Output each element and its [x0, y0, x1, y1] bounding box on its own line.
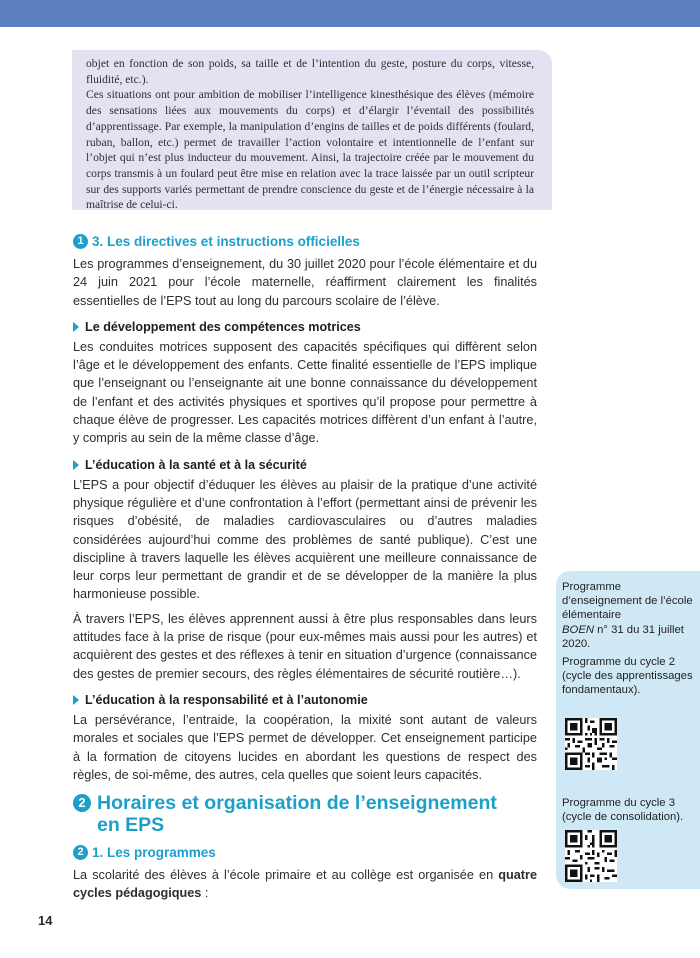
- sidebar-text-a: Programme d’enseignement de l’école élémentaire: [562, 581, 693, 622]
- quote-line-1: objet en fonction de son poids, sa taille et de l’intention du geste, posture du corps, vitesse, fluidité, etc.).: [86, 57, 534, 86]
- paragraph-motrices: Les conduites motrices supposent des capacités spécifiques qui diffèrent selon l’âge et le développement des enfants. Cette finalité essentielle de l’EPS implique que l’enseignant ou l’enseignante ait une bonne connaissance du développement de l’enfant et des activités physiques et sportives qu’il propose pour permettre à chaque élève de progresser. Les capacités motrices diffèrent d’un enfant à l’autre, y compris au sein de la même classe d’âge.: [73, 339, 537, 446]
- subheading-text: L’éducation à la santé et à la sécurité: [85, 457, 307, 472]
- subheading-text: L’éducation à la responsabilité et à l’autonomie: [85, 692, 368, 707]
- qr-code-icon[interactable]: [565, 718, 617, 770]
- sidebar-text-d: Programme du cycle 3 (cycle de consolidation).: [562, 797, 684, 824]
- subheading-responsabilite: [73, 693, 537, 707]
- paragraph-sante-2: À travers l’EPS, les élèves apprennent aussi à être plus responsables dans leurs attitudes face à la prise de risque (pour eux-mêmes mais aussi pour les autres) et acquièrent des gestes et des réflexes à tenir en situation d’urgence (connaissance des gestes de premier secours, des règles élémentaires de sécurité routière…).: [73, 611, 537, 681]
- page-number: 14: [38, 913, 53, 928]
- top-color-band: [0, 0, 700, 27]
- text-run: n° 31 du 31 juillet 2020.: [562, 623, 684, 650]
- section-heading-horaires: [73, 792, 543, 836]
- number-badge-icon: 2: [73, 845, 88, 860]
- quote-text: [86, 56, 534, 213]
- sidebar-block-2: [562, 796, 696, 824]
- italic-text: BOEN: [562, 623, 595, 636]
- section-title: 3. Les directives et instructions officielles: [92, 234, 360, 249]
- number-badge-icon: 2: [73, 794, 91, 812]
- quote-line-2: Ces situations ont pour ambition de mobiliser l’intelligence kinesthésique des élèves (mémoire des sensations liées aux mouvements du corps) et d’élargir l’éventail des possibilités d’apprentissage. Par exemple, la manipulation d’engins de tailles et de poids différents (foulard, ruban, ballon, etc.) permet de travailler l’action volontaire et intentionnelle de l’enfant sur l’objet qui n’est plus inducteur du mouvement. Ainsi, la trajectoire créée par le mouvement du corps transmis à un foulard peut être mise en relation avec la trace laissée par un outil scripteur sur des supports variés permettant de prendre conscience du geste et de l’énergie nécessaire à la maîtrise de celui-ci.: [86, 88, 534, 212]
- section-heading-programmes: [73, 845, 537, 860]
- text-run: La scolarité des élèves à l’école primaire et au collège est organisée en: [73, 868, 499, 882]
- intro-paragraph: Les programmes d’enseignement, du 30 juillet 2020 pour l’école élémentaire et du 24 juin 2021 pour l’école maternelle, réaffirment clairement les finalités essentielles de l’EPS tout au long du parcours scolaire de l’élève.: [73, 257, 537, 308]
- heading-line-1: Horaires et organisation de l’enseignement: [97, 792, 497, 814]
- paragraph-responsabilite: La persévérance, l’entraide, la coopération, la mixité sont autant de valeurs morales et sociales que l’EPS permet de développer. Cet enseignement participe à la formation de citoyens lucides en abordant les questions de respect des règles, de soi-même, des autres, cela quelles que soient leurs capacités.: [73, 712, 537, 782]
- sidebar-text-c: Programme du cycle 2 (cycle des apprentissages fondamentaux).: [562, 656, 693, 697]
- section-programmes: [73, 845, 537, 903]
- paragraph-programmes: [73, 866, 537, 903]
- section-directives: [73, 234, 537, 784]
- triangle-bullet-icon: [73, 322, 79, 332]
- section-title: 1. Les programmes: [92, 845, 216, 860]
- text-run: :: [201, 886, 209, 901]
- subheading-text: Le développement des compétences motrices: [85, 319, 361, 334]
- heading-line-2: en EPS: [97, 814, 165, 836]
- triangle-bullet-icon: [73, 695, 79, 705]
- sidebar-text-b: [562, 623, 696, 651]
- bold-text-run: quatre cycles pédagogiques: [73, 868, 537, 901]
- triangle-bullet-icon: [73, 460, 79, 470]
- paragraph-sante-1: L’EPS a pour objectif d’éduquer les élèves au plaisir de la pratique d’une activité physique régulière et d’une confrontation à l’effort (permettant ainsi de prévenir les risques d’obésité, de maladies cardiovasculaires ou d’autres maladies considérées aujourd’hui comme des problèmes de santé publique). C’est une discipline à travers laquelle les élèves acquièrent une meilleure connaissance de leur corps leur permettant de grandir et de se développer de la manière la plus harmonieuse possible.: [73, 477, 537, 602]
- subheading-motrices: [73, 320, 537, 334]
- qr-code-icon[interactable]: [565, 830, 617, 882]
- number-badge-icon: 1: [73, 234, 88, 249]
- section-heading-directives: [73, 234, 537, 249]
- sidebar-block-1: [562, 580, 696, 698]
- subheading-sante: [73, 458, 537, 472]
